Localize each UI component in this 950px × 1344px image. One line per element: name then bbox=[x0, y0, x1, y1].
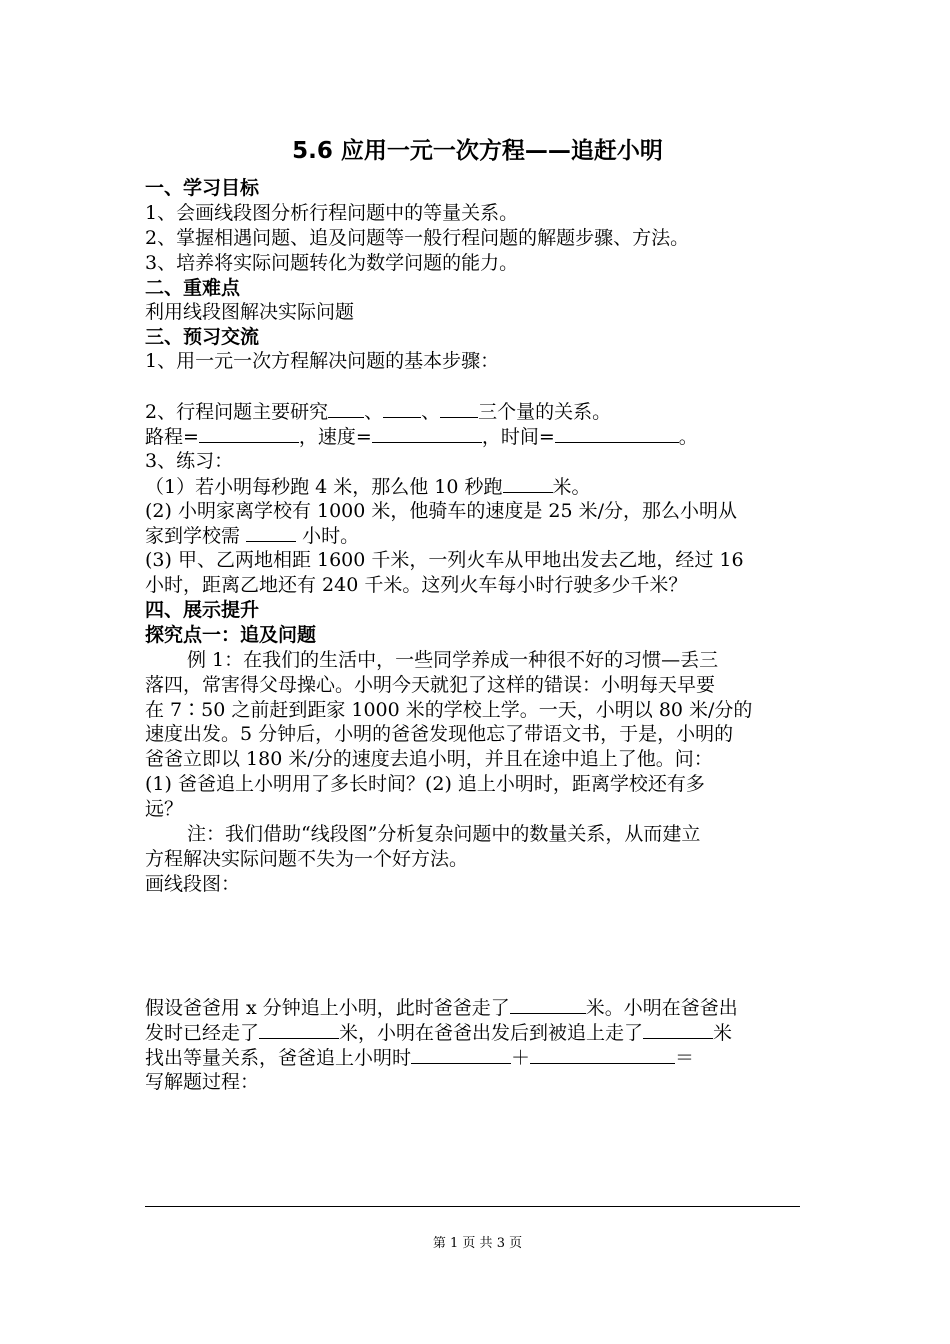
objective-item: 3、培养将实际问题转化为数学问题的能力。 bbox=[145, 252, 519, 274]
assume-text: 发时已经走了 bbox=[145, 1022, 260, 1044]
page-number: 第 1 页 共 3 页 bbox=[432, 1236, 523, 1251]
formula-line bbox=[145, 424, 810, 449]
speed-label: ，速度= bbox=[298, 426, 372, 448]
preview-question-2 bbox=[145, 399, 810, 424]
answer-blank[interactable] bbox=[411, 1045, 511, 1064]
preview-question-1: 1、用一元一次方程解决问题的基本步骤： bbox=[145, 350, 500, 372]
practice-2-line-1: (2) 小明家离学校有 1000 米，他骑车的速度是 25 米/分，那么小明从 bbox=[145, 500, 738, 522]
formula-end: 。 bbox=[678, 426, 698, 448]
assume-text: 假设爸爸用 x 分钟追上小明，此时爸爸走了 bbox=[145, 997, 510, 1019]
key-points-text: 利用线段图解决实际问题 bbox=[145, 301, 355, 323]
time-label: ，时间= bbox=[481, 426, 555, 448]
assume-line-3 bbox=[145, 1045, 810, 1070]
equals-sign: ＝ bbox=[675, 1047, 695, 1069]
answer-blank[interactable] bbox=[510, 995, 586, 1014]
example-line: 爸爸立即以 180 米/分的速度去追小明，并且在途中追上了他。问： bbox=[145, 748, 713, 770]
example-line: 落四，常害得父母操心。小明今天就犯了这样的错误：小明每天早要 bbox=[145, 674, 716, 696]
assume-text: 找出等量关系，爸爸追上小明时 bbox=[145, 1047, 412, 1069]
practice-2-suffix: 小时。 bbox=[302, 525, 360, 547]
practice-2-text: 家到学校需 bbox=[145, 525, 241, 547]
draw-diagram-label: 画线段图： bbox=[145, 873, 241, 895]
footer-divider bbox=[145, 1206, 800, 1207]
note-line: 方程解决实际问题不失为一个好方法。 bbox=[145, 848, 469, 870]
practice-1-suffix: 米。 bbox=[552, 476, 591, 498]
answer-blank[interactable] bbox=[199, 424, 299, 443]
practice-3-line-2: 小时，距离乙地还有 240 千米。这列火车每小时行驶多少千米？ bbox=[145, 574, 688, 596]
answer-blank[interactable] bbox=[555, 424, 679, 443]
answer-blank[interactable] bbox=[530, 1045, 675, 1064]
answer-blank[interactable] bbox=[259, 1020, 339, 1039]
answer-blank[interactable] bbox=[372, 424, 482, 443]
practice-heading: 3、练习： bbox=[145, 450, 234, 472]
practice-1 bbox=[145, 474, 810, 499]
section-heading-showcase: 四、展示提升 bbox=[145, 599, 260, 621]
assume-text: 米 bbox=[713, 1022, 733, 1044]
section-heading-key-points: 二、重难点 bbox=[145, 277, 241, 299]
assume-line-1 bbox=[145, 995, 810, 1020]
practice-1-text: （1）若小明每秒跑 4 米，那么他 10 秒跑 bbox=[145, 476, 503, 498]
objective-item: 1、会画线段图分析行程问题中的等量关系。 bbox=[145, 202, 519, 224]
example-line: (1) 爸爸追上小明用了多长时间？(2) 追上小明时，距离学校还有多 bbox=[145, 773, 705, 795]
note-line: 注：我们借助“线段图”分析复杂问题中的数量关系，从而建立 bbox=[187, 823, 701, 845]
practice-2-line-2 bbox=[145, 523, 810, 548]
q2-separator: 、 bbox=[364, 401, 384, 423]
q2-separator: 、 bbox=[421, 401, 441, 423]
page-title: 5.6 应用一元一次方程——追赶小明 bbox=[292, 138, 663, 164]
example-line: 在 7∶50 之前赶到距家 1000 米的学校上学。一天，小明以 80 米/分的 bbox=[145, 699, 753, 721]
assume-text: 米，小明在爸爸出发后到被追上走了 bbox=[339, 1022, 644, 1044]
answer-blank[interactable] bbox=[328, 399, 364, 418]
distance-label: 路程= bbox=[145, 426, 199, 448]
plus-sign: ＋ bbox=[511, 1047, 531, 1069]
objective-item: 2、掌握相遇问题、追及问题等一般行程问题的解题步骤、方法。 bbox=[145, 227, 690, 249]
answer-blank[interactable] bbox=[383, 399, 421, 418]
q2-prefix: 2、行程问题主要研究 bbox=[145, 401, 329, 423]
answer-blank[interactable] bbox=[246, 523, 296, 542]
solve-label: 写解题过程： bbox=[145, 1071, 260, 1093]
assume-text: 米。小明在爸爸出 bbox=[585, 997, 738, 1019]
section-heading-objectives: 一、学习目标 bbox=[145, 177, 260, 199]
practice-3-line-1: (3) 甲、乙两地相距 1600 千米，一列火车从甲地出发去乙地，经过 16 bbox=[145, 549, 744, 571]
sub-heading-chase: 探究点一：追及问题 bbox=[145, 624, 317, 646]
example-line: 速度出发。5 分钟后，小明的爸爸发现他忘了带语文书，于是，小明的 bbox=[145, 723, 734, 745]
example-line: 例 1：在我们的生活中，一些同学养成一种很不好的习惯—丢三 bbox=[187, 649, 719, 671]
answer-blank[interactable] bbox=[440, 399, 478, 418]
answer-blank[interactable] bbox=[503, 474, 553, 493]
answer-blank[interactable] bbox=[643, 1020, 713, 1039]
q2-suffix: 三个量的关系。 bbox=[478, 401, 612, 423]
assume-line-2 bbox=[145, 1020, 810, 1045]
example-line: 远？ bbox=[145, 798, 184, 820]
section-heading-preview: 三、预习交流 bbox=[145, 326, 260, 348]
